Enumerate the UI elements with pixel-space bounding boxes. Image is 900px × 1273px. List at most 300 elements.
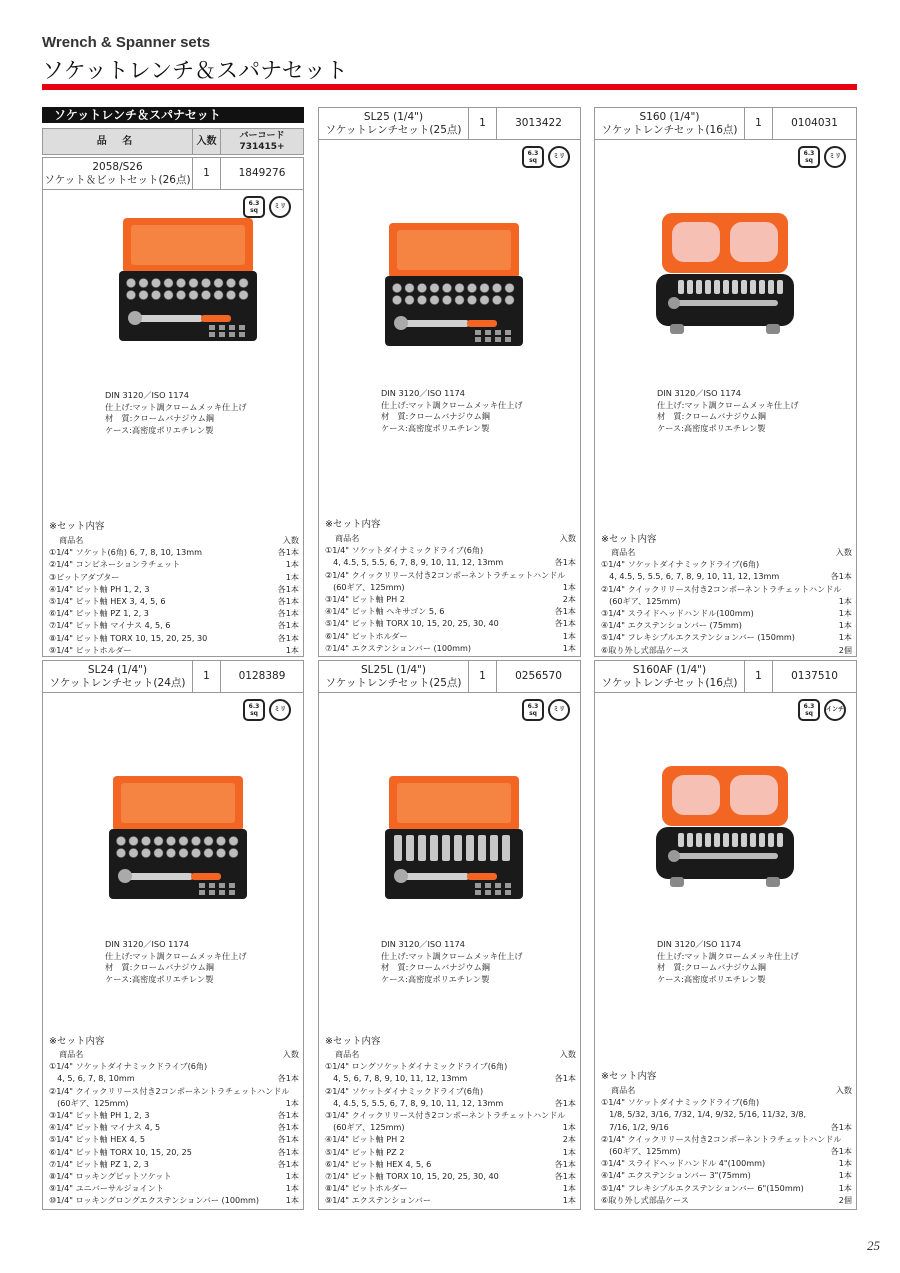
contents-item <box>325 544 576 556</box>
contents-item <box>325 1097 576 1109</box>
contents-item <box>601 1121 852 1133</box>
contents-title: ※セット内容 <box>49 1036 105 1047</box>
product-card <box>594 660 857 1210</box>
socket <box>732 280 738 294</box>
socket <box>505 296 514 305</box>
contents-header-qty: 入数 <box>559 1049 576 1059</box>
contents-header-qty: 入数 <box>559 533 576 543</box>
contents-item <box>325 1085 576 1097</box>
contents-item-name: ②1/4" クイックリリース付き2コンポーネントラチェットハンドル <box>601 583 842 594</box>
spec-line: DIN 3120／ISO 1174 <box>657 939 741 949</box>
socket <box>480 284 489 293</box>
contents-item <box>49 1072 299 1084</box>
spec-line: 仕上げ:マット調クロームメッキ仕上げ <box>657 399 799 410</box>
contents-item-name: (60ギア、125mm) <box>325 1122 405 1133</box>
socket <box>430 284 439 293</box>
product-photo <box>379 218 529 348</box>
contents-item <box>325 1158 576 1170</box>
bit <box>505 890 511 895</box>
col-code-line1: バーコード <box>239 131 285 141</box>
contents-item-name: 4, 5, 6, 7, 8, 10mm <box>49 1073 135 1084</box>
bit <box>239 325 245 330</box>
contents-item <box>49 595 299 607</box>
socket <box>152 279 161 288</box>
product-specs <box>105 390 247 436</box>
parts-box-left <box>672 775 720 815</box>
product-name: ソケットレンチセット(16点) <box>601 124 738 136</box>
socket <box>189 291 198 300</box>
contents-item-qty: 各1本 <box>277 583 299 594</box>
contents-header-name: 商品名 <box>611 1085 636 1095</box>
drive-size-value: 6.3 <box>527 150 539 157</box>
product-title-row <box>595 661 856 693</box>
product-specs <box>381 939 523 985</box>
contents-item-name: ⑥取り外し式部品ケース <box>601 1194 689 1205</box>
contents-item <box>601 1108 852 1120</box>
contents-item-qty: 1本 <box>562 581 576 592</box>
contents-item-qty: 各1本 <box>554 1097 576 1108</box>
ratchet-head <box>118 869 132 883</box>
header-title-en: Wrench & Spanner sets <box>42 34 211 51</box>
ratchet-grip <box>201 315 231 322</box>
drive-size-icon <box>522 146 544 168</box>
contents-item <box>325 581 576 593</box>
long-socket <box>490 835 498 861</box>
product-photo <box>379 771 529 901</box>
bit <box>475 883 481 888</box>
socket <box>768 833 774 847</box>
contents-item-name: ③1/4" スライドヘッドハンドル(100mm) <box>601 608 754 619</box>
socket <box>202 279 211 288</box>
contents-item-qty: 各1本 <box>554 1158 576 1169</box>
contents-item <box>601 558 852 570</box>
long-socket <box>406 835 414 861</box>
socket <box>202 291 211 300</box>
product-name-cell <box>595 661 745 692</box>
bit <box>485 330 491 335</box>
contents-item-qty <box>832 1096 852 1108</box>
bit <box>495 890 501 895</box>
contents-item <box>601 1182 852 1194</box>
product-model: S160 (1/4") <box>639 111 700 123</box>
contents-item-name: ①1/4" ソケットダイナミックドライブ(6角) <box>49 1061 208 1072</box>
contents-item-qty <box>841 583 861 595</box>
contents-item-qty <box>832 1108 852 1120</box>
contents-item-name: ①1/4" ソケットダイナミックドライブ(6角) <box>325 545 484 556</box>
bit <box>485 883 491 888</box>
bit <box>229 883 235 888</box>
unit-system-icon: ミリ <box>269 699 291 721</box>
socket <box>239 279 248 288</box>
bit <box>229 325 235 330</box>
drive-size-unit: sq <box>805 710 813 717</box>
drive-size-icon <box>798 699 820 721</box>
socket <box>192 837 201 846</box>
socket <box>167 837 176 846</box>
contents-item-qty: 1本 <box>285 1195 299 1206</box>
contents-item-name: 4, 5, 6, 7, 8, 9, 10, 11, 12, 13mm <box>325 1073 468 1084</box>
socket <box>164 291 173 300</box>
contents-title: ※セット内容 <box>601 534 657 545</box>
contents-item-name: ⑦1/4" ビット軸 PZ 1, 2, 3 <box>49 1158 149 1169</box>
contents-item-name: ④1/4" ビット軸 PH 2 <box>325 1134 405 1145</box>
spec-line: ケース:高密度ポリエチレン製 <box>657 973 766 984</box>
contents-item-name: ②1/4" ソケットダイナミックドライブ(6角) <box>325 1085 484 1096</box>
contents-item <box>49 1060 299 1072</box>
bit <box>209 883 215 888</box>
contents-item-name: ②1/4" コンビネーションラチェット <box>49 559 181 570</box>
socket <box>227 291 236 300</box>
contents-item <box>325 1072 576 1084</box>
contents-item-qty: 1本 <box>285 1097 299 1108</box>
contents-item-name: ⑧1/4" ロッキングビットソケット <box>49 1171 172 1182</box>
bit <box>229 332 235 337</box>
socket <box>678 280 684 294</box>
contents-item-name: ①1/4" ソケットダイナミックドライブ(6角) <box>601 559 760 570</box>
drive-size-unit: sq <box>529 710 537 717</box>
socket <box>129 849 138 858</box>
bit <box>219 883 225 888</box>
contents-item-name: ④1/4" ビット軸 マイナス 4, 5 <box>49 1122 161 1133</box>
socket <box>723 280 729 294</box>
contents-item-name: ⑥1/4" ビット軸 HEX 4, 5, 6 <box>325 1158 432 1169</box>
bit <box>505 337 511 342</box>
contents-item-qty: 各1本 <box>277 1073 299 1084</box>
spec-line: 仕上げ:マット調クロームメッキ仕上げ <box>381 399 523 410</box>
contents-item <box>49 571 299 583</box>
product-photo-wrap <box>650 208 800 342</box>
product-card <box>318 107 581 657</box>
bit <box>495 883 501 888</box>
contents-header-name: 商品名 <box>335 1049 360 1059</box>
contents-item-name: ⑨1/4" ユニバーサルジョイント <box>49 1183 164 1194</box>
long-socket <box>454 835 462 861</box>
ratchet-head <box>668 850 680 862</box>
product-name-cell <box>43 158 193 189</box>
product-specs <box>657 388 799 434</box>
spec-line: DIN 3120／ISO 1174 <box>105 939 189 949</box>
contents-item <box>49 1170 299 1182</box>
ratchet-head <box>394 316 408 330</box>
product-title-row <box>319 108 580 140</box>
contents-item-name: ⑥1/4" ビット軸 PZ 1, 2, 3 <box>49 608 149 619</box>
socket <box>759 280 765 294</box>
socket <box>768 280 774 294</box>
contents-item-name: (60ギア、125mm) <box>601 595 681 606</box>
product-name: ソケットレンチセット(25点) <box>325 124 462 136</box>
contents-item-qty: 1本 <box>285 1171 299 1182</box>
spec-badges <box>243 699 291 721</box>
contents-item-name: ⑤1/4" ビット軸 HEX 4, 5 <box>49 1134 145 1145</box>
socket <box>705 280 711 294</box>
contents-header-qty: 入数 <box>282 535 299 545</box>
ratchet-handle <box>399 320 469 327</box>
socket <box>154 849 163 858</box>
spec-line: ケース:高密度ポリエチレン製 <box>657 422 766 433</box>
product-title-row <box>43 158 303 190</box>
contents-header-name: 商品名 <box>611 547 636 557</box>
spec-line: 材 質:クロームバナジウム鋼 <box>105 962 214 972</box>
contents-item <box>325 1133 576 1145</box>
contents-item <box>49 1133 299 1145</box>
contents-item <box>601 570 852 582</box>
case-lid-panel <box>131 225 245 265</box>
ratchet-handle <box>133 315 203 322</box>
product-title-row <box>43 661 303 693</box>
product-photo <box>103 771 253 901</box>
case-latch <box>766 324 780 334</box>
spec-badges <box>522 146 570 168</box>
contents-item-name: ④1/4" エクステンションバー 3"(75mm) <box>601 1170 751 1181</box>
socket <box>687 833 693 847</box>
socket <box>204 837 213 846</box>
case-latch <box>670 324 684 334</box>
long-socket <box>430 835 438 861</box>
socket <box>393 284 402 293</box>
spec-line: 材 質:クロームバナジウム鋼 <box>657 411 766 421</box>
contents-item <box>601 1157 852 1169</box>
contents-item-name: ④1/4" エクステンションバー (75mm) <box>601 620 742 631</box>
product-photo-wrap <box>379 771 529 905</box>
product-card <box>42 157 304 657</box>
product-card <box>42 660 304 1210</box>
contents-item-name: ⑦1/4" エクステンションバー (100mm) <box>325 642 472 653</box>
product-photo <box>650 761 800 891</box>
contents-header-qty: 入数 <box>282 1049 299 1059</box>
contents-item-qty: 各1本 <box>554 606 576 617</box>
product-photo-wrap <box>103 771 253 905</box>
product-photo-wrap <box>650 761 800 895</box>
product-model: S160AF (1/4") <box>632 664 707 676</box>
contents-item-qty: 各1本 <box>277 632 299 643</box>
contents-item <box>49 1194 299 1206</box>
contents-item <box>49 607 299 619</box>
long-socket <box>418 835 426 861</box>
spec-line: DIN 3120／ISO 1174 <box>381 388 465 398</box>
drive-size-unit: sq <box>529 157 537 164</box>
socket <box>142 837 151 846</box>
socket <box>152 291 161 300</box>
contents-item-qty <box>832 558 852 570</box>
contents-item-name: 1/8, 5/32, 3/16, 7/32, 1/4, 9/32, 5/16, 11/32, 3/8, <box>601 1109 807 1120</box>
socket <box>505 284 514 293</box>
product-photo <box>650 208 800 338</box>
contents-item-qty: 1本 <box>838 620 852 631</box>
contents-item-name: ②1/4" クイックリリース付き2コンポーネントラチェットハンドル <box>325 569 566 580</box>
product-name-cell <box>319 661 469 692</box>
contents-item <box>49 1121 299 1133</box>
contents-item-name: ⑥取り外し式部品ケース <box>601 644 689 655</box>
contents-item-qty <box>565 1109 585 1121</box>
bit <box>475 337 481 342</box>
product-photo-wrap <box>113 213 263 347</box>
contents-item-name: ⑤1/4" ビット軸 PZ 2 <box>325 1146 405 1157</box>
spec-line: DIN 3120／ISO 1174 <box>105 390 189 400</box>
ratchet-head <box>394 869 408 883</box>
contents-item-name: ①1/4" ソケットダイナミックドライブ(6角) <box>601 1097 760 1108</box>
socket <box>217 849 226 858</box>
contents-item-name: ⑨1/4" エクステンションバー <box>325 1195 431 1206</box>
contents-item <box>601 595 852 607</box>
header-accent-bar <box>42 84 857 90</box>
socket <box>493 284 502 293</box>
contents-item-qty: 1本 <box>838 1182 852 1193</box>
bit <box>209 332 215 337</box>
contents-item <box>49 1109 299 1121</box>
product-model: SL25L (1/4") <box>361 664 426 676</box>
unit-system-icon: インチ <box>824 699 846 721</box>
contents-item <box>601 1194 852 1206</box>
bit <box>239 332 245 337</box>
contents-item <box>49 619 299 631</box>
col-name-header: 品 名 <box>43 129 193 154</box>
socket <box>723 833 729 847</box>
contents-item-qty: 1本 <box>285 559 299 570</box>
bit <box>495 330 501 335</box>
bit <box>505 883 511 888</box>
contents-list <box>325 532 576 654</box>
contents-item-qty <box>289 1085 309 1097</box>
unit-system-icon: ミリ <box>548 699 570 721</box>
product-card <box>318 660 581 1210</box>
socket <box>750 833 756 847</box>
socket <box>418 284 427 293</box>
product-qty: 1 <box>745 661 773 692</box>
contents-item-name: ⑤1/4" フレキシブルエクステンションバー (150mm) <box>601 632 795 643</box>
spec-line: ケース:高密度ポリエチレン製 <box>381 422 490 433</box>
contents-item-name: (60ギア、125mm) <box>49 1097 129 1108</box>
product-title-row <box>595 108 856 140</box>
drive-size-icon <box>243 699 265 721</box>
bit <box>229 890 235 895</box>
contents-item <box>601 1145 852 1157</box>
product-name-cell <box>319 108 469 139</box>
contents-item <box>601 644 852 656</box>
contents-header-row <box>601 1084 852 1096</box>
product-name: ソケット＆ビットセット(26点) <box>44 174 191 186</box>
product-barcode: 0128389 <box>238 670 286 682</box>
socket <box>455 296 464 305</box>
col-qty-header: 入数 <box>193 129 221 154</box>
bit <box>475 330 481 335</box>
socket <box>714 833 720 847</box>
product-specs <box>657 939 799 985</box>
product-photo-wrap <box>379 218 529 352</box>
socket <box>741 833 747 847</box>
socket <box>468 296 477 305</box>
socket <box>117 837 126 846</box>
contents-item-qty: 1本 <box>562 630 576 641</box>
contents-item-name: ②1/4" クイックリリース付き2コンポーネントラチェットハンドル <box>49 1085 290 1096</box>
product-title-row <box>319 661 580 693</box>
spec-line: ケース:高密度ポリエチレン製 <box>105 973 214 984</box>
contents-item <box>325 605 576 617</box>
product-qty: 1 <box>469 108 497 139</box>
contents-item <box>601 1133 852 1145</box>
socket <box>393 296 402 305</box>
product-name-cell <box>595 108 745 139</box>
contents-item <box>325 1182 576 1194</box>
spec-line: 材 質:クロームバナジウム鋼 <box>381 962 490 972</box>
product-photo <box>113 213 263 343</box>
bit <box>475 890 481 895</box>
case-lid-panel <box>397 230 511 270</box>
bit <box>209 325 215 330</box>
socket <box>177 291 186 300</box>
contents-item-qty <box>556 1060 576 1072</box>
contents-item <box>601 607 852 619</box>
socket <box>139 291 148 300</box>
socket <box>129 837 138 846</box>
contents-item <box>325 1109 576 1121</box>
bit <box>485 337 491 342</box>
unit-system-icon: ミリ <box>548 146 570 168</box>
contents-item-name: ⑤1/4" フレキシブルエクステンションバー 6"(150mm) <box>601 1182 804 1193</box>
contents-item <box>49 1085 299 1097</box>
bit <box>199 883 205 888</box>
contents-item-qty: 各1本 <box>277 1158 299 1169</box>
bit <box>209 890 215 895</box>
contents-item-qty: 1本 <box>838 608 852 619</box>
product-qty: 1 <box>469 661 497 692</box>
contents-item-qty: 1本 <box>285 644 299 655</box>
contents-header-row <box>325 1048 576 1060</box>
contents-item <box>49 632 299 644</box>
contents-item-qty: 各1本 <box>830 1121 852 1132</box>
socket <box>142 849 151 858</box>
contents-item <box>49 546 299 558</box>
spec-badges <box>522 699 570 721</box>
long-socket <box>466 835 474 861</box>
socket <box>127 279 136 288</box>
contents-item <box>325 1146 576 1158</box>
bit <box>505 330 511 335</box>
parts-box-right <box>730 222 778 262</box>
contents-item-qty: 2個 <box>838 644 852 655</box>
contents-list <box>49 534 299 656</box>
contents-item-name: ⑥1/4" ビットホルダー <box>325 630 408 641</box>
product-qty: 1 <box>193 661 221 692</box>
contents-header-row <box>49 534 299 546</box>
contents-item-qty: 1本 <box>562 1183 576 1194</box>
contents-item <box>601 1096 852 1108</box>
contents-item <box>601 631 852 643</box>
contents-item <box>49 1146 299 1158</box>
contents-item-qty: 各1本 <box>554 618 576 629</box>
socket <box>468 284 477 293</box>
spec-badges <box>798 146 846 168</box>
contents-item <box>325 1121 576 1133</box>
contents-header-name: 商品名 <box>59 535 84 545</box>
spec-line: 仕上げ:マット調クロームメッキ仕上げ <box>381 950 523 961</box>
contents-title: ※セット内容 <box>325 519 381 530</box>
spec-line: 材 質:クロームバナジウム鋼 <box>657 962 766 972</box>
contents-item-qty: 1本 <box>562 1195 576 1206</box>
product-barcode: 0137510 <box>791 670 838 682</box>
contents-item-qty: 各1本 <box>554 557 576 568</box>
spec-line: ケース:高密度ポリエチレン製 <box>381 973 490 984</box>
product-specs <box>105 939 247 985</box>
socket <box>418 296 427 305</box>
contents-item-name: ③1/4" ビット軸 PH 2 <box>325 594 405 605</box>
page-number: 25 <box>867 1238 880 1253</box>
ratchet-handle <box>123 873 193 880</box>
socket <box>179 849 188 858</box>
col-code-line2: 731415+ <box>239 142 285 152</box>
socket <box>239 291 248 300</box>
ratchet-grip <box>467 320 497 327</box>
socket <box>229 837 238 846</box>
